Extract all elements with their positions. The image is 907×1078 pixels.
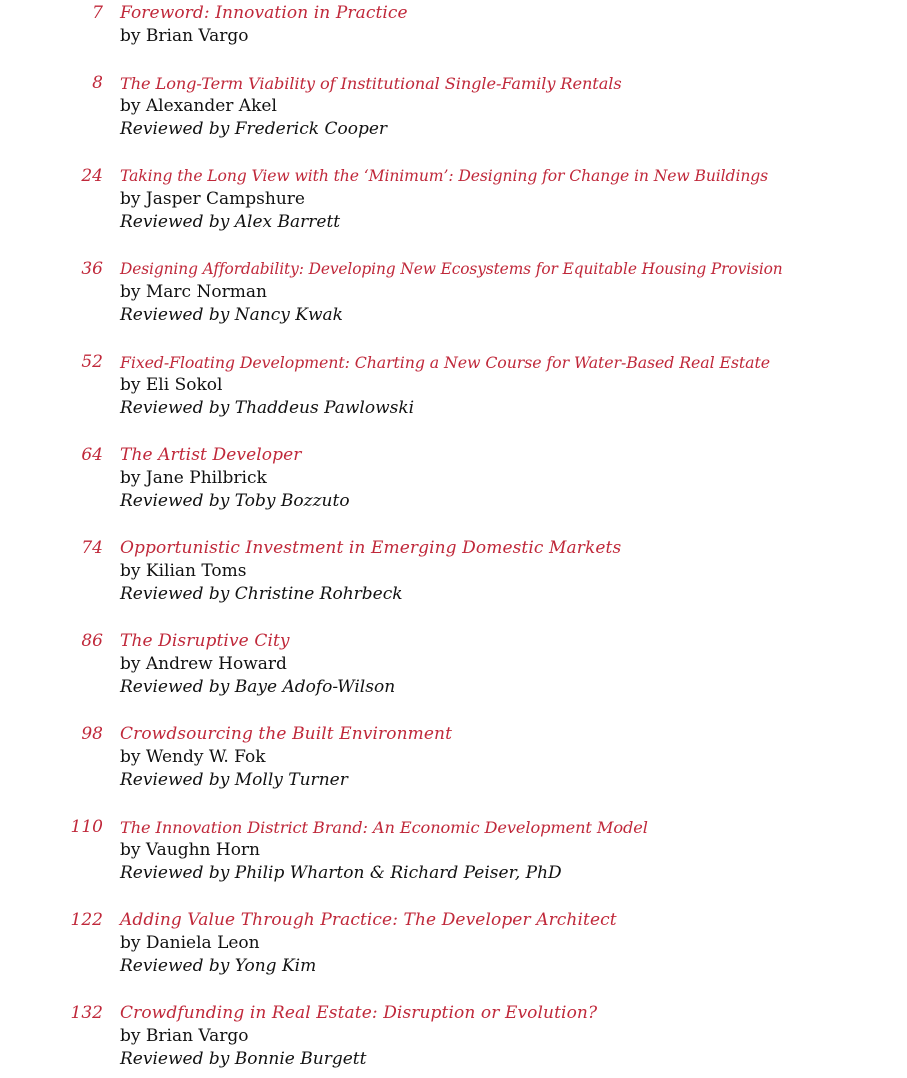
page-number: 98	[81, 724, 103, 744]
page-number: 64	[81, 445, 103, 465]
article-author: by Wendy W. Fok	[120, 747, 266, 767]
article-author: by Eli Sokol	[120, 375, 223, 395]
page-number: 24	[81, 166, 103, 186]
toc-entry	[0, 909, 907, 978]
page-number: 7	[92, 3, 103, 23]
toc-entry	[0, 816, 907, 885]
article-reviewer: Reviewed by Christine Rohrbeck	[120, 584, 403, 604]
article-title[interactable]: Fixed-Floating Development: Charting a New Course for Water-Based Real Estate	[120, 353, 770, 372]
page-number: 52	[81, 352, 103, 372]
article-title[interactable]: Crowdsourcing the Built Environment	[120, 724, 452, 744]
article-title[interactable]: Designing Affordability: Developing New Ecosystems for Equitable Housing Provision	[120, 260, 783, 278]
article-title[interactable]: Adding Value Through Practice: The Developer Architect	[120, 910, 617, 930]
article-title[interactable]: Taking the Long View with the ‘Minimum’: Designing for Change in New Buildings	[120, 167, 769, 185]
article-reviewer: Reviewed by Frederick Cooper	[120, 119, 388, 139]
article-reviewer: Reviewed by Nancy Kwak	[120, 305, 343, 325]
article-reviewer: Reviewed by Philip Wharton & Richard Peiser, PhD	[120, 863, 562, 883]
page-number: 36	[81, 259, 103, 279]
article-reviewer: Reviewed by Yong Kim	[120, 956, 317, 976]
page-number: 86	[81, 631, 103, 651]
article-reviewer: Reviewed by Toby Bozzuto	[120, 491, 350, 511]
article-author: by Andrew Howard	[120, 654, 287, 674]
page-number: 110	[70, 817, 103, 837]
article-title[interactable]: The Long-Term Viability of Institutional Single-Family Rentals	[120, 74, 622, 93]
toc-entry	[0, 630, 907, 699]
article-reviewer: Reviewed by Molly Turner	[120, 770, 348, 790]
toc-entry	[0, 1002, 907, 1071]
article-author: by Alexander Akel	[120, 96, 277, 116]
article-author: by Daniela Leon	[120, 933, 260, 953]
article-author: by Brian Vargo	[120, 26, 249, 46]
toc-entry	[0, 723, 907, 792]
article-author: by Jane Philbrick	[120, 468, 267, 488]
toc-entry	[0, 537, 907, 606]
article-reviewer: Reviewed by Baye Adofo-Wilson	[120, 677, 396, 697]
toc-entry	[0, 2, 907, 48]
article-title[interactable]: Crowdfunding in Real Estate: Disruption or Evolution?	[120, 1003, 598, 1023]
article-title[interactable]: The Artist Developer	[120, 445, 302, 465]
article-title[interactable]: The Innovation District Brand: An Economic Development Model	[120, 818, 648, 837]
article-author: by Kilian Toms	[120, 561, 247, 581]
toc-entry	[0, 258, 907, 327]
article-title[interactable]: Foreword: Innovation in Practice	[120, 3, 408, 23]
article-reviewer: Reviewed by Thaddeus Pawlowski	[120, 398, 415, 418]
article-title[interactable]: Opportunistic Investment in Emerging Domestic Markets	[120, 538, 622, 558]
article-reviewer: Reviewed by Alex Barrett	[120, 212, 341, 232]
toc-entry	[0, 351, 907, 420]
page-number: 74	[81, 538, 103, 558]
article-author: by Vaughn Horn	[120, 840, 261, 860]
article-author: by Jasper Campshure	[120, 189, 305, 209]
article-author: by Marc Norman	[120, 282, 267, 302]
article-reviewer: Reviewed by Bonnie Burgett	[120, 1049, 367, 1069]
article-title[interactable]: The Disruptive City	[120, 631, 290, 651]
toc-entry	[0, 72, 907, 141]
page-number: 132	[70, 1003, 103, 1023]
page-number: 8	[92, 73, 103, 93]
toc-entry	[0, 444, 907, 513]
article-author: by Brian Vargo	[120, 1026, 249, 1046]
toc-entry	[0, 165, 907, 234]
page-number: 122	[70, 910, 103, 930]
